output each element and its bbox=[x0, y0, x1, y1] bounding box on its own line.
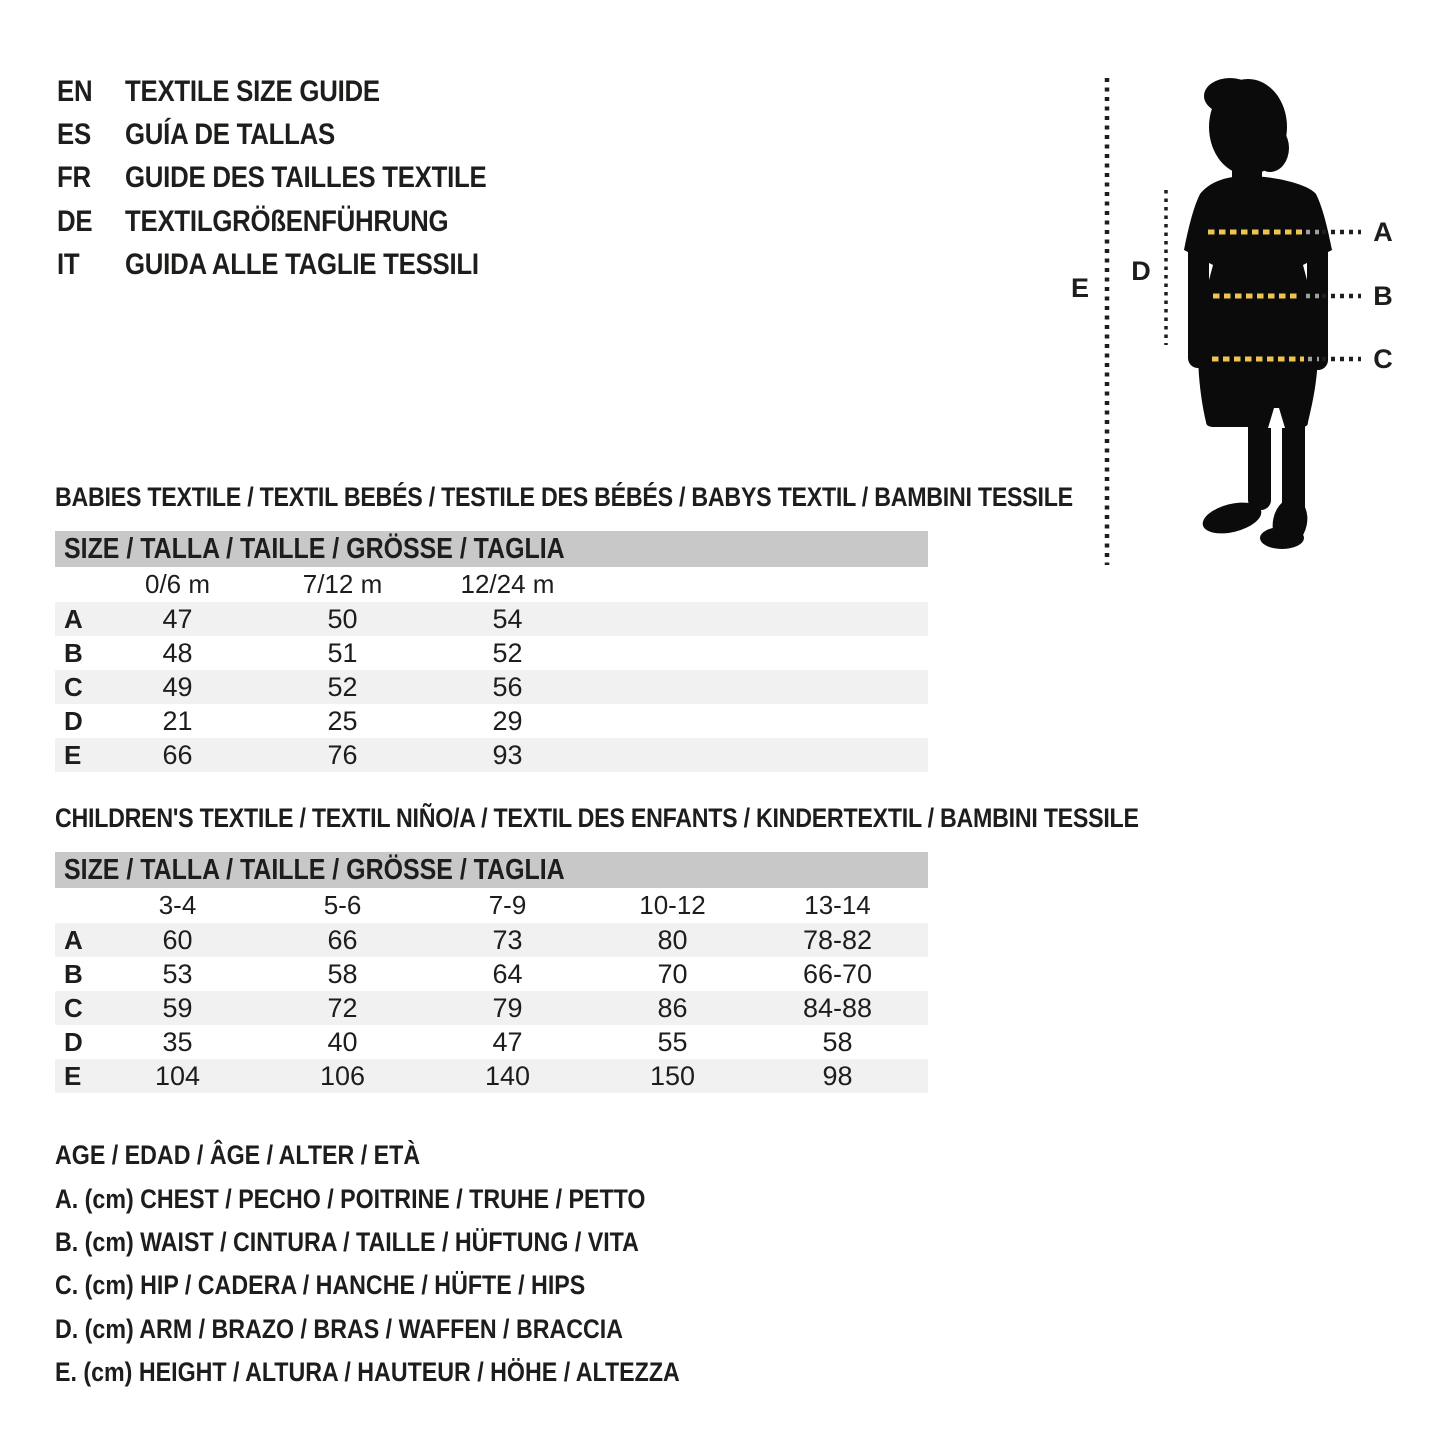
legend-line-hip: C. (cm) HIP / CADERA / HANCHE / HÜFTE / HIPS bbox=[55, 1270, 586, 1301]
cell: 76 bbox=[327, 739, 358, 770]
measurement-legend bbox=[55, 1134, 781, 1394]
measure-label-a: A bbox=[1373, 217, 1393, 247]
table-row bbox=[55, 991, 928, 1025]
cell: 66-70 bbox=[802, 958, 873, 989]
cell: 80 bbox=[657, 924, 688, 955]
cell: 66 bbox=[162, 739, 193, 770]
guide-title: GUÍA DE TALLAS bbox=[125, 118, 335, 152]
cell: 49 bbox=[162, 671, 193, 702]
cell: 58 bbox=[327, 958, 358, 989]
lang-code: FR bbox=[57, 161, 91, 195]
size-header-bar: SIZE / TALLA / TAILLE / GRÖSSE / TAGLIA bbox=[55, 531, 928, 567]
column-header: 12/24 m bbox=[460, 569, 555, 599]
row-label: A bbox=[64, 603, 83, 634]
babies-size-table bbox=[55, 531, 928, 772]
child-silhouette-image bbox=[1184, 78, 1332, 549]
cell: 48 bbox=[162, 637, 193, 668]
cell: 78-82 bbox=[802, 924, 873, 955]
arm-measure-line bbox=[1131, 190, 1166, 345]
cell: 52 bbox=[327, 671, 358, 702]
babies-section-title: BABIES TEXTILE / TEXTIL BEBÉS / TESTILE DES BÉBÉS / BABYS TEXTIL / BAMBINI TESSILE bbox=[55, 482, 1073, 512]
children-section-title: CHILDREN'S TEXTILE / TEXTIL NIÑO/A / TEXTIL DES ENFANTS / KINDERTEXTIL / BAMBINI TESSILE bbox=[55, 803, 1139, 833]
cell: 47 bbox=[162, 603, 193, 634]
legend-line-height: E. (cm) HEIGHT / ALTURA / HAUTEUR / HÖHE / ALTEZZA bbox=[55, 1357, 680, 1388]
table-column-header-row bbox=[55, 888, 928, 923]
row-label: E bbox=[64, 739, 82, 770]
guide-title: GUIDE DES TAILLES TEXTILE bbox=[125, 161, 487, 195]
lang-row-de bbox=[57, 200, 545, 243]
cell: 93 bbox=[492, 739, 523, 770]
column-header: 0/6 m bbox=[144, 569, 211, 599]
cell: 73 bbox=[492, 924, 523, 955]
guide-title: GUIDA ALLE TAGLIE TESSILI bbox=[125, 248, 479, 282]
cell: 140 bbox=[484, 1060, 531, 1091]
lang-row-fr bbox=[57, 157, 545, 200]
column-header: 7/12 m bbox=[302, 569, 383, 599]
cell: 29 bbox=[492, 705, 523, 736]
cell: 40 bbox=[327, 1026, 358, 1057]
lang-code: IT bbox=[57, 248, 80, 282]
row-label: B bbox=[64, 958, 83, 989]
column-header: 7-9 bbox=[488, 890, 527, 920]
cell: 66 bbox=[327, 924, 358, 955]
guide-title: TEXTILGRÖßENFÜHRUNG bbox=[125, 204, 449, 238]
cell: 58 bbox=[822, 1026, 853, 1057]
cell: 56 bbox=[492, 671, 523, 702]
cell: 72 bbox=[327, 992, 358, 1023]
table-row bbox=[55, 957, 928, 991]
table-row bbox=[55, 923, 928, 957]
row-label: C bbox=[64, 671, 83, 702]
guide-title: TEXTILE SIZE GUIDE bbox=[125, 74, 380, 108]
cell: 104 bbox=[154, 1060, 201, 1091]
measure-label-c: C bbox=[1373, 344, 1393, 374]
lang-row-en bbox=[57, 70, 545, 113]
column-header: 5-6 bbox=[323, 890, 362, 920]
cell: 52 bbox=[492, 637, 523, 668]
lang-code: ES bbox=[57, 118, 91, 152]
measure-label-d: D bbox=[1131, 256, 1151, 286]
table-row bbox=[55, 670, 928, 704]
row-label: D bbox=[64, 1026, 83, 1057]
row-label: A bbox=[64, 924, 83, 955]
cell: 55 bbox=[657, 1026, 688, 1057]
measure-label-e: E bbox=[1070, 273, 1090, 303]
cell: 53 bbox=[162, 958, 193, 989]
cell: 25 bbox=[327, 705, 358, 736]
table-row bbox=[55, 602, 928, 636]
lang-row-es bbox=[57, 113, 545, 156]
table-row bbox=[55, 1059, 928, 1093]
row-label: D bbox=[64, 705, 83, 736]
children-size-table bbox=[55, 852, 928, 1093]
cell: 47 bbox=[492, 1026, 523, 1057]
column-header: 3-4 bbox=[158, 890, 197, 920]
cell: 84-88 bbox=[802, 992, 873, 1023]
cell: 79 bbox=[492, 992, 523, 1023]
cell: 54 bbox=[492, 603, 523, 634]
row-label: B bbox=[64, 637, 83, 668]
table-row bbox=[55, 704, 928, 738]
lang-code: DE bbox=[57, 204, 93, 238]
cell: 86 bbox=[657, 992, 688, 1023]
legend-line-age: AGE / EDAD / ÂGE / ALTER / ETÀ bbox=[55, 1140, 421, 1171]
lang-row-it bbox=[57, 244, 545, 287]
cell: 50 bbox=[327, 603, 358, 634]
table-column-header-row bbox=[55, 567, 928, 602]
size-header-bar: SIZE / TALLA / TAILLE / GRÖSSE / TAGLIA bbox=[55, 852, 928, 888]
legend-line-chest: A. (cm) CHEST / PECHO / POITRINE / TRUHE / PETTO bbox=[55, 1183, 646, 1214]
table-row bbox=[55, 636, 928, 670]
cell: 21 bbox=[162, 705, 193, 736]
measurement-figure bbox=[1040, 60, 1445, 600]
legend-line-arm: D. (cm) ARM / BRAZO / BRAS / WAFFEN / BRACCIA bbox=[55, 1313, 624, 1344]
cell: 60 bbox=[162, 924, 193, 955]
column-header: 10-12 bbox=[639, 890, 706, 920]
measure-label-b: B bbox=[1373, 281, 1393, 311]
cell: 51 bbox=[327, 637, 358, 668]
table-row bbox=[55, 738, 928, 772]
cell: 64 bbox=[492, 958, 523, 989]
lang-code: EN bbox=[57, 74, 93, 108]
legend-line-waist: B. (cm) WAIST / CINTURA / TAILLE / HÜFTUNG / VITA bbox=[55, 1226, 639, 1257]
column-header: 13-14 bbox=[804, 890, 871, 920]
cell: 59 bbox=[162, 992, 193, 1023]
cell: 70 bbox=[657, 958, 688, 989]
cell: 35 bbox=[162, 1026, 193, 1057]
language-title-block bbox=[57, 70, 545, 287]
table-row bbox=[55, 1025, 928, 1059]
row-label: E bbox=[64, 1060, 82, 1091]
cell: 150 bbox=[649, 1060, 696, 1091]
row-label: C bbox=[64, 992, 83, 1023]
cell: 106 bbox=[319, 1060, 366, 1091]
cell: 98 bbox=[822, 1060, 853, 1091]
